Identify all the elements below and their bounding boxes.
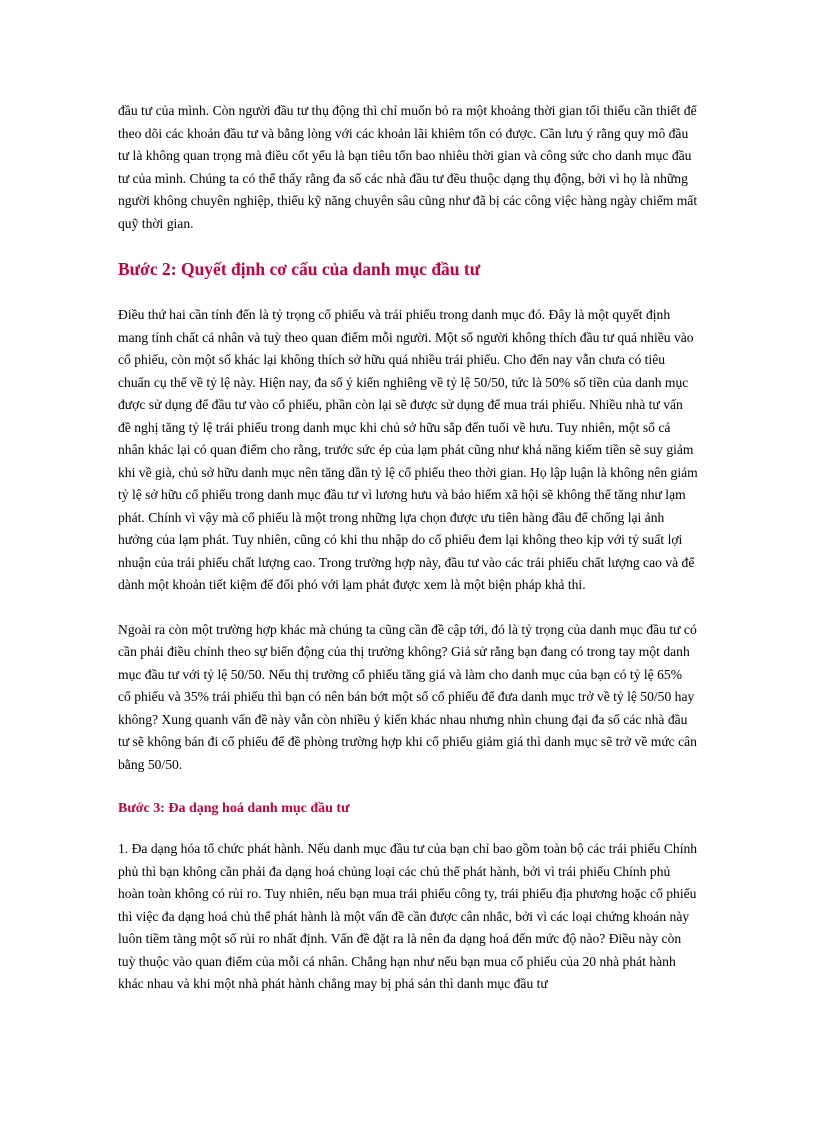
step2-paragraph-2: Ngoài ra còn một trường hợp khác mà chúng ta cũng cần đề cập tới, đó là tỷ trọng của danh mục đầu tư có cần phải điều chỉnh theo sự biến động của thị trường không? Giả sử rằng bạn đang có trong tay một danh mục đầu tư với tỷ lệ 50/50. Nếu thị trường cổ phiếu tăng giá và làm cho danh mục của bạn có tỷ lệ 65% cổ phiếu và 35% trái phiếu thì bạn có nên bán bớt một số cổ phiếu để đưa danh mục trở về tỷ lệ 50/50 hay không? Xung quanh vấn đề này vẫn còn nhiều ý kiến khác nhau nhưng nhìn chung đại đa số các nhà đầu tư sẽ không bán đi cổ phiếu để đề phòng trường hợp khi cổ phiếu giảm giá thì danh mục sẽ trở về mức cân bằng 50/50. bbox=[118, 621, 697, 772]
intro-paragraph: đầu tư của mình. Còn người đầu tư thụ động thì chỉ muốn bỏ ra một khoảng thời gian tối thiểu cần thiết để theo dõi các khoản đầu tư và bằng lòng với các khoản lãi khiêm tốn có được. Cần lưu ý rằng quy mô đầu tư là không quan trọng mà điều cốt yếu là bạn tiêu tốn bao nhiêu thời gian và công sức cho danh mục đầu tư của mình. Chúng ta có thể thấy rằng đa số các nhà đầu tư đều thuộc dạng thụ động, bởi vì họ là những người không chuyên nghiệp, thiếu kỹ năng chuyên sâu cũng như đã bị các công việc hàng ngày chiếm mất quỹ thời gian. bbox=[118, 103, 698, 231]
step2-paragraph-1: Điều thứ hai cần tính đến là tỷ trọng cổ phiếu và trái phiếu trong danh mục đó. Đây là một quyết định mang tính chất cá nhân và tuỳ theo quan điểm mỗi người. Một số người không thích đầu tư quá nhiều vào cổ phiếu, còn một số khác lại không thích sở hữu quá nhiều trái phiếu. Cho đến nay vẫn chưa có tiêu chuẩn cụ thể về tỷ lệ này. Hiện nay, đa số ý kiến nghiêng về tỷ lệ 50/50, tức là 50% số tiền của danh mục được sử dụng để đầu tư vào cổ phiếu, phần còn lại sẽ được sử dụng để mua trái phiếu. Nhiều nhà tư vấn đề nghị tăng tỷ lệ trái phiếu trong danh mục khi chủ sở hữu sắp đến tuổi về hưu. Tuy nhiên, một số cá nhân khác lại có quan điểm cho rằng, trước sức ép của lạm phát cũng như khả năng kiếm tiền sẽ suy giảm khi về già, chủ sở hữu danh mục nên tăng dần tỷ lệ cổ phiếu theo thời gian. Họ lập luận là không nên giảm tỷ lệ sở hữu cổ phiếu trong danh mục đầu tư vì lương hưu và bảo hiểm xã hội sẽ không thể tăng như lạm phát. Chính vì vậy mà cổ phiếu là một trong những lựa chọn được ưu tiên hàng đầu để chống lại ảnh hưởng của lạm phát. Tuy nhiên, cũng có khi thu nhập do cổ phiếu đem lại không theo kịp với tỷ suất lợi nhuận của trái phiếu chất lượng cao. Trong trường hợp này, đầu tư vào các trái phiếu chất lượng cao và để dành một khoản tiết kiệm để đối phó với lạm phát được xem là một biện pháp khả thi. bbox=[118, 307, 698, 592]
step3-heading: Bước 3: Đa dạng hoá danh mục đầu tư bbox=[118, 801, 350, 816]
document-page bbox=[118, 100, 698, 996]
step2-heading: Bước 2: Quyết định cơ cấu của danh mục đầu tư bbox=[118, 259, 481, 279]
step3-paragraph-1: 1. Đa dạng hóa tổ chức phát hành. Nếu danh mục đầu tư của bạn chỉ bao gồm toàn bộ các trái phiếu Chính phủ thì bạn không cần phải đa dạng hoá chủng loại các chủ thể phát hành, bởi vì trái phiếu Chính phủ hoàn toàn không có rủi ro. Tuy nhiên, nếu bạn mua trái phiếu công ty, trái phiếu địa phương hoặc cổ phiếu thì việc đa dạng hoá chủ thể phát hành là một vấn đề cần được cân nhắc, bởi vì các loại chứng khoán này luôn tiềm tàng một số rủi ro nhất định. Vấn đề đặt ra là nên đa dạng hoá đến mức độ nào? Điều này còn tuỳ thuộc vào quan điểm của mỗi cá nhân. Chẳng hạn như nếu bạn mua cổ phiếu của 20 nhà phát hành khác nhau và khi một nhà phát hành chẳng may bị phá sản thì danh mục đầu tư bbox=[118, 841, 698, 991]
